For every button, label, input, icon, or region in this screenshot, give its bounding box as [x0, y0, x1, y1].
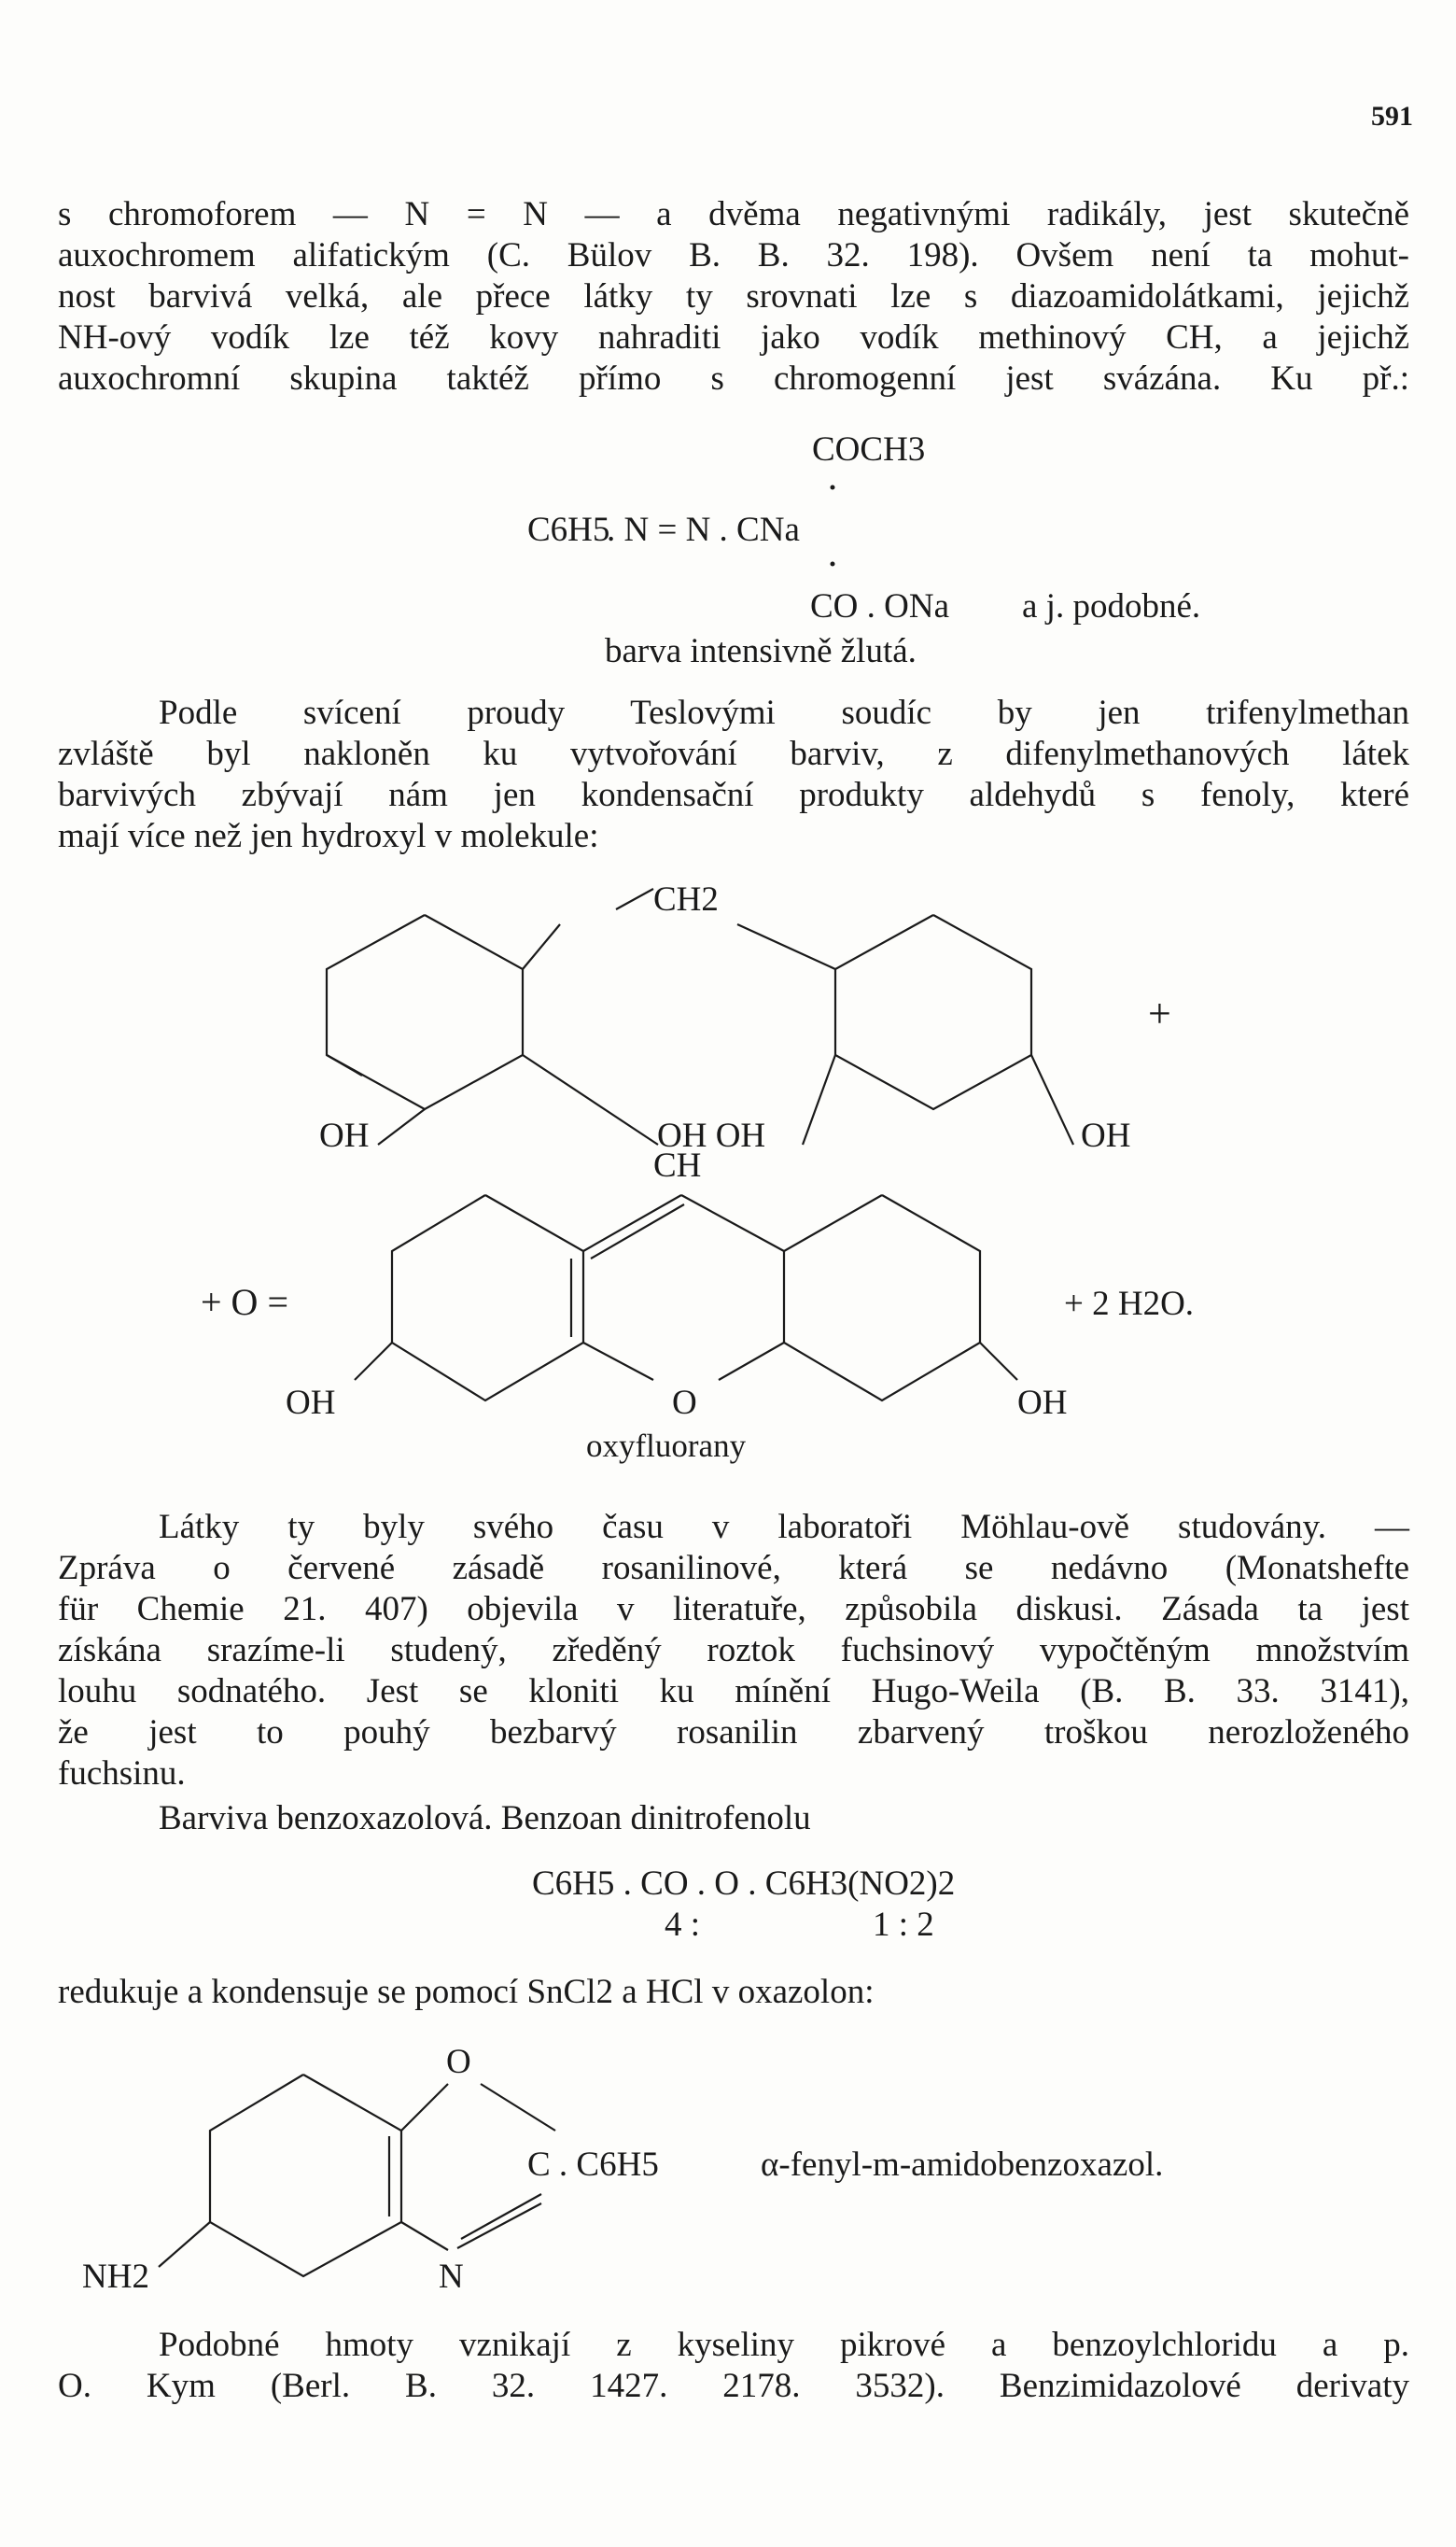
oxazole-n-label: N	[439, 2258, 464, 2296]
para1-line-2: auxochromem alifatickým (C. Bülov B. B. 32. 198). Ovšem není ta mohut-	[58, 236, 1409, 274]
formula1-bonds	[0, 0, 1456, 672]
para3-line-3: für Chemie 21. 407) objevila v literatuře, způsobila diskusi. Zásada ta jest	[58, 1590, 1409, 1628]
plus-o-label: + O =	[201, 1281, 289, 1323]
para2-line-1: Podle svícení proudy Teslovými soudíc by jen trifenylmethan	[159, 694, 1409, 732]
ch2-label: CH2	[653, 880, 719, 919]
oxazole-c-label: C . C6H5	[527, 2146, 659, 2184]
para3-line-7: fuchsinu.	[58, 1754, 186, 1793]
para2-line-3: barvivých zbývají nám jen kondensační produkty aldehydů s fenoly, které	[58, 776, 1409, 814]
formula2-positions-left: 4 :	[665, 1906, 701, 1944]
para1-line-4: NH-ový vodík lze též kovy nahraditi jako vodík methinový CH, a jejichž	[58, 318, 1409, 357]
para3-line-6: že jest to pouhý bezbarvý rosanilin zbarvený troškou nerozloženého	[58, 1713, 1409, 1752]
formula1-suffix: a j. podobné.	[1022, 587, 1201, 626]
oh-mid: OH OH	[657, 1117, 766, 1155]
nh2-label: NH2	[82, 2258, 149, 2296]
plus-water-label: + 2 H2O.	[1064, 1285, 1195, 1323]
formula1-middle-right: . N = N . CNa	[607, 511, 800, 549]
para6-line-1: Podobné hmoty vznikají z kyseliny pikrové a benzoylchloridu a p.	[159, 2326, 1409, 2364]
oh-left: OH	[319, 1117, 370, 1155]
ring-bottom-right	[784, 1195, 980, 1400]
para1-line-1: s chromoforem — N = N — a dvěma negativnými radikály, jest skutečně	[58, 195, 1409, 233]
ch-label: CH	[653, 1147, 702, 1185]
para3-line-4: získána srazíme-li studený, zředěný roztok fuchsinový vypočtěným množstvím	[58, 1631, 1409, 1669]
scheme1-caption: oxyfluorany	[586, 1428, 747, 1464]
para6-line-2: O. Kym (Berl. B. 32. 1427. 2178. 3532). Benzimidazolové derivaty	[58, 2367, 1409, 2405]
formula1-middle-left: C6H5	[527, 511, 610, 549]
ring-top-right	[835, 915, 1031, 1109]
ring-bottom-left	[392, 1195, 583, 1400]
para3-line-2: Zpráva o červené zásadě rosanilinové, která se nedávno (Monatshefte	[58, 1549, 1409, 1587]
para2-line-2: zvláště byl nakloněn ku vytvořování barviv, z difenylmethanových látek	[58, 735, 1409, 773]
para1-line-5: auxochromní skupina taktéž přímo s chromogenní jest svázána. Ku př.:	[58, 359, 1409, 398]
formula1-top: COCH3	[812, 430, 926, 469]
oh-right: OH	[1081, 1117, 1131, 1155]
scheme1-structure	[0, 868, 1456, 1466]
oxazole-o-label: O	[446, 2043, 471, 2081]
plus-sign: +	[1148, 991, 1171, 1036]
page-number: 591	[1371, 101, 1413, 132]
formula1-caption: barva intensivně žlutá.	[605, 632, 917, 670]
formula2-main: C6H5 . CO . O . C6H3(NO2)2	[532, 1865, 956, 1903]
ring-top-left	[327, 915, 523, 1109]
compound-name: α-fenyl-m-amidobenzoxazol.	[761, 2146, 1164, 2184]
para3-line-5: louhu sodnatého. Jest se kloniti ku mínění Hugo-Weila (B. B. 33. 3141),	[58, 1672, 1409, 1710]
oh2-right: OH	[1017, 1384, 1068, 1422]
formula2-positions-right: 1 : 2	[873, 1906, 934, 1944]
para1-line-3: nost barvivá velká, ale přece látky ty srovnati lze s diazoamidolátkami, jejichž	[58, 277, 1409, 316]
para5-line: redukuje a kondensuje se pomocí SnCl2 a HCl v oxazolon:	[58, 1973, 875, 2011]
para2-line-4: mají více než jen hydroxyl v molekule:	[58, 817, 599, 855]
formula1-bottom: CO . ONa	[810, 587, 950, 626]
para4-line: Barviva benzoxazolová. Benzoan dinitrofenolu	[159, 1799, 811, 1837]
oh2-left: OH	[286, 1384, 336, 1422]
benzoxazole-ring	[210, 2075, 401, 2276]
o-bridge-label: O	[672, 1384, 697, 1422]
para3-line-1: Látky ty byly svého času v laboratoři Möhlau-ově studovány. —	[159, 1508, 1409, 1546]
